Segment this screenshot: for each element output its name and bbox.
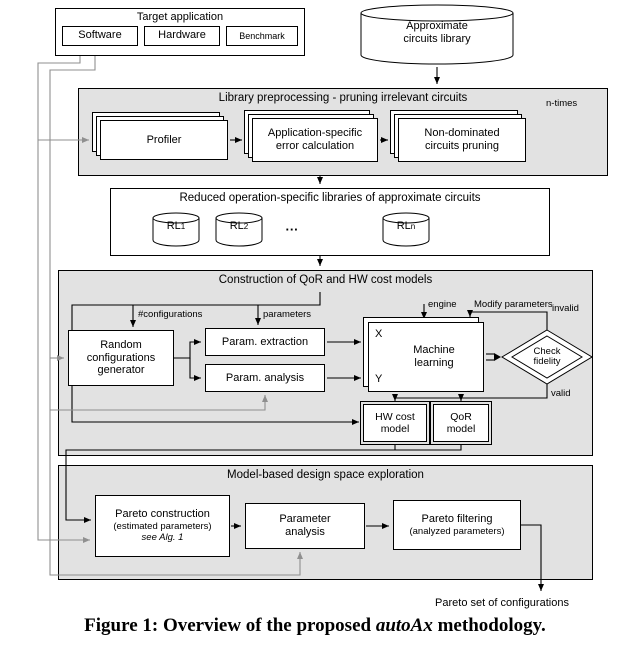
engine-label: engine	[428, 299, 457, 310]
profiler-label: Profiler	[146, 133, 182, 146]
arrow-rcg-to-extraction	[174, 342, 201, 358]
error-calc-line2: error calculation	[275, 140, 355, 152]
library-label-line1: Approximate	[406, 20, 468, 32]
machine-learning-label	[413, 344, 455, 370]
fidelity-line2: fidelity	[533, 356, 561, 367]
pareto-construction-line3: see Alg. 1	[141, 532, 184, 544]
fidelity-line1: Check	[533, 345, 561, 357]
n-times-label: n-times	[546, 98, 578, 109]
hardware-box	[144, 26, 220, 46]
pruning-line2: circuits pruning	[425, 140, 499, 152]
target-application-box	[55, 8, 305, 56]
modify-parameters-label: Modify parameters	[474, 299, 553, 310]
pruning-line1: Non-dominated	[424, 127, 500, 140]
rcg-line2: configurations	[86, 351, 156, 364]
valid-label: valid	[551, 388, 571, 399]
target-application-title: Target application	[136, 11, 224, 23]
qor-model-box	[433, 404, 489, 442]
pruning-box	[398, 118, 526, 162]
rln-label	[382, 212, 430, 233]
caption-suffix: methodology.	[432, 615, 546, 636]
ml-line2: learning	[414, 357, 454, 369]
approx-circuits-library-cylinder	[360, 4, 514, 66]
pareto-filtering-line2: (analyzed parameters)	[409, 525, 505, 537]
caption-emphasis: autoAx	[375, 615, 433, 636]
rl2-cylinder	[215, 212, 263, 248]
ml-input-x: X	[375, 328, 383, 340]
error-calculation-box	[252, 118, 378, 162]
pareto-filtering-line1: Pareto filtering	[421, 512, 493, 525]
caption-prefix: Figure 1: Overview of the proposed	[84, 615, 376, 636]
param-extraction-box	[205, 328, 325, 356]
configurations-label: #configurations	[138, 309, 203, 320]
library-label-line2: circuits library	[403, 33, 471, 46]
preprocessing-title: Library preprocessing - pruning irrelevant circuits	[218, 92, 468, 104]
benchmark-label: Benchmark	[239, 30, 285, 41]
rl-base: RL	[229, 220, 244, 232]
hw-cost-model-box	[363, 404, 427, 442]
rl-subscript: n	[410, 221, 416, 231]
rl1-cylinder	[152, 212, 200, 248]
gray-arrow-app-to-param-analysis	[50, 395, 265, 410]
parameters-label: parameters	[263, 309, 312, 320]
check-fidelity-diamond	[501, 329, 593, 385]
invalid-label: invalid	[552, 303, 579, 314]
model-construction-title: Construction of QoR and HW cost models	[218, 274, 433, 286]
figure-caption	[0, 615, 630, 637]
rl-base: RL	[166, 220, 181, 232]
machine-learning-box	[368, 322, 484, 392]
param-analysis-box	[205, 364, 325, 392]
rcg-line3: generator	[97, 364, 145, 377]
arrowhead-ml-to-fidelity	[494, 353, 501, 361]
rl-base: RL	[396, 220, 411, 232]
rcg-line1: Random	[100, 338, 142, 351]
pareto-construction-box	[95, 495, 230, 557]
approx-circuits-library-label	[360, 4, 514, 46]
parameter-analysis-line2: analysis	[285, 526, 325, 538]
pareto-construction-line2: (estimated parameters)	[113, 521, 212, 533]
param-analysis-label: Param. analysis	[225, 371, 305, 384]
param-extraction-label: Param. extraction	[221, 335, 309, 348]
rl-subscript: 2	[243, 221, 249, 231]
ml-input-y: Y	[375, 373, 383, 386]
ml-line1: Machine	[413, 344, 455, 357]
qor-model-line2: model	[446, 423, 476, 435]
random-configurations-generator-box	[68, 330, 174, 386]
profiler-box	[100, 120, 228, 160]
arrow-filtering-to-output	[521, 525, 541, 591]
rl1-label	[152, 212, 200, 233]
hw-model-line2: model	[380, 423, 410, 435]
rln-cylinder	[382, 212, 430, 248]
error-calc-line1: Application-specific	[267, 127, 363, 140]
target-application-items	[59, 26, 301, 46]
pareto-filtering-box	[393, 500, 521, 550]
parameter-analysis-line1: Parameter	[279, 513, 331, 526]
pareto-construction-line1: Pareto construction	[115, 508, 210, 521]
parameter-analysis-box	[245, 503, 365, 549]
arrow-rcg-to-analysis	[190, 358, 201, 378]
qor-model-line1: QoR	[450, 410, 472, 423]
gray-line-app-to-pareto	[38, 56, 90, 540]
pareto-output-label: Pareto set of configurations	[435, 597, 569, 609]
rl-ellipsis: ···	[285, 222, 299, 237]
software-label: Software	[78, 29, 122, 42]
reduced-libraries-title: Reduced operation-specific libraries of approximate circuits	[179, 192, 481, 204]
hw-model-line1: HW cost	[375, 410, 415, 423]
rl-subscript: 1	[180, 221, 186, 231]
rl2-label	[215, 212, 263, 233]
dse-title: Model-based design space exploration	[227, 469, 424, 481]
hardware-label: Hardware	[158, 29, 206, 42]
software-box	[62, 26, 138, 46]
benchmark-box	[226, 26, 298, 46]
arrow-valid-to-hw	[395, 398, 461, 401]
